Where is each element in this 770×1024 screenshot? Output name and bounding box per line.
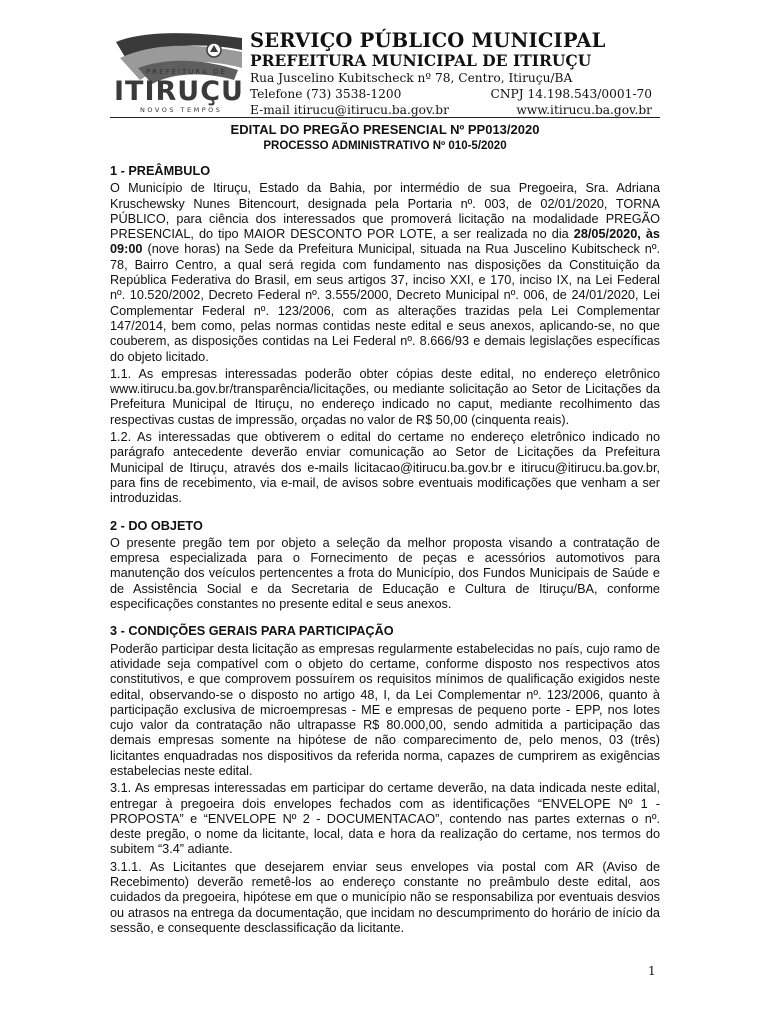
email: E-mail itirucu@itirucu.ba.gov.br [250,103,449,117]
cnpj: CNPJ 14.198.543/0001-70 [490,87,652,101]
paragraph-1-2: 1.2. As interessadas que obtiverem o edital do certame no endereço eletrônico indicado no parágrafo antecedente deverão enviar comunicação ao Setor de Licitações da Prefeitura Municipal de Itiruçu, através dos e-mails licitacao@itirucu.ba.gov.br e itirucu@itirucu.ba.gov.br, para fins de recebimento, via e-mail, de avisos sobre eventuais modificações que venham a ser introduzidas. [110,430,660,506]
logo-tagline: NOVOS TEMPOS [140,106,223,114]
session-date: 28/05/2020, às 09:00 [110,227,660,257]
preambulo-text-b: (nove horas) na Sede da Prefeitura Municipal, situada na Rua Juscelino Kubitscheck nº. 78, Bairro Centro, a qual será regida com fundamento nas disposições da Constituição da República Federativa do Brasil, em seus artigos 37, inciso XXI, e 170, inciso IX, na Lei Federal nº. 10.520/2002, Decreto Federal nº. 3.555/2000, Decreto Municipal nº. 006, de 24/01/2020, Lei Complementar Federal nº. 123/2006, com as alterações trazidas pela Lei Complementar 147/2014, bem como, pelas normas contidas neste edital e seus anexos, aplicando-se, no que couberem, as disposições contidas na Lei Federal nº. 8.666/93 e demais legislações específicas do objeto licitado. [110,242,661,364]
section-heading-preambulo: 1 - PREÂMBULO [110,164,211,178]
paragraph-3-1: 3.1. As empresas interessadas em participar do certame deverão, na data indicada neste edital, entregar à pregoeira dois envelopes fechados com as identificações “ENVELOPE Nº 1 - PROPOSTA” e “ENVELOPE Nº 2 - DOCUMENTACAO”, contendo nas partes externas o nº. deste pregão, o nome da licitante, local, data e hora da realização do certame, nos termos do subitem “3.4” adiante. [110,781,660,857]
section-heading-condicoes: 3 - CONDIÇÕES GERAIS PARA PARTICIPAÇÃO [110,624,394,639]
phone: Telefone (73) 3538-1200 [250,87,402,101]
paragraph-1-1: 1.1. As empresas interessadas poderão obter cópias deste edital, no endereço eletrônico www.itirucu.ba.gov.br/transparência/licitações, ou mediante solicitação ao Setor de Licitações da Prefeitura Municipal de Itiruçu, no endereço indicado no caput, mediante recolhimento das respectivas custas de impressão, orçadas no valor de R$ 50,00 (cinquenta reais). [110,366,660,427]
address: Rua Juscelino Kubitscheck nº 78, Centro, Itiruçu/BA [250,71,573,85]
preambulo-text-a: O Município de Itiruçu, Estado da Bahia, por intermédio de sua Pregoeira, Sra. Adriana Kruschewsky Nunes Bitencourt, designada pela Portaria nº. 003, de 02/01/2020, TORNA PÚBLICO, para ciência dos interessados que promoverá licitação na modalidade PREGÃO PRESENCIAL, do tipo MAIOR DESCONTO POR LOTE, a ser realizada no dia [110,181,660,242]
process-number: PROCESSO ADMINISTRATIVO Nº 010-5/2020 [263,140,507,152]
paragraph-3-1-1: 3.1.1. As Licitantes que desejarem enviar seus envelopes via postal com AR (Aviso de Recebimento) deverão remetê-los ao endereço constante no preâmbulo deste edital, aos cuidados da pregoeira, hipótese em que o município não se responsabiliza por eventuais desvios ou atrasos na entrega da documentação, que incidam no descumprimento do horário de início da sessão, e consequente desclassificação da licitante. [110,859,660,935]
paragraph-condicoes: Poderão participar desta licitação as empresas regularmente estabelecidas no país, cujo ramo de atividade seja compatível com o objeto do certame, conforme disposto nos respectivos atos constitutivos, e que comprovem possuírem os requisitos mínimos de qualificação exigidos neste edital, observando-se o disposto no artigo 48, I, da Lei Complementar nº. 123/2006, quanto à participação exclusiva de microempresas - ME e empresas de pequeno porte - EPP, nos lotes cujo valor da contratação não ultrapasse R$ 80.000,00, sendo admitida a participação das demais empresas somente na hipótese de não comparecimento de, pelo menos, 03 (três) licitantes enquadradas nos dispositivos da referida norma, capazes de cumprirem as exigências estabelecias neste edital. [110,641,660,778]
header-divider [110,117,660,118]
municipal-logo [110,28,250,120]
edital-title: EDITAL DO PREGÃO PRESENCIAL Nº PP013/2020 [230,122,540,137]
paragraph-objeto: O presente pregão tem por objeto a seleção da melhor proposta visando a contratação de empresa especializada para o Fornecimento de peças e acessórios automotivos para manutenção dos veículos pertencentes a frota do Município, dos Fundos Municipais de Saúde e de Assistência Social e da Secretaria de Educação e Cultura de Itiruçu/BA, conforme especificações constantes no presente edital e seus anexos. [110,535,660,612]
letterhead [250,30,652,118]
document-body [110,164,660,938]
section-heading-objeto: 2 - DO OBJETO [110,518,203,533]
page-number: 1 [648,964,656,978]
prefecture-title: PREFEITURA MUNICIPAL DE ITIRUÇU [250,51,592,70]
logo-top-text: PREFEITURA DE [146,68,227,76]
paragraph-preambulo [110,181,660,365]
website: www.itirucu.ba.gov.br [516,103,652,117]
service-title: SERVIÇO PÚBLICO MUNICIPAL [250,29,606,52]
logo-name: ITIRUÇU [114,76,244,107]
